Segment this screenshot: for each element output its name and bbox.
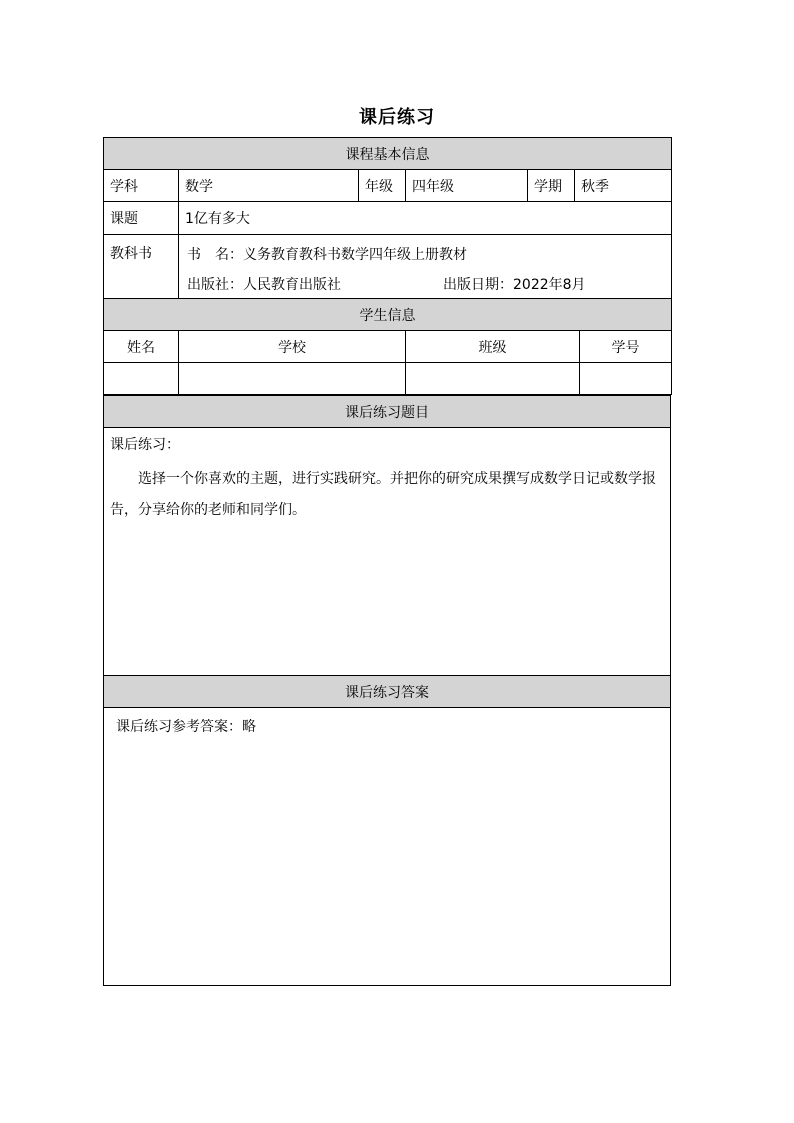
exercise-content [104, 428, 671, 681]
school-column-header: 学校 [179, 331, 406, 363]
name-field[interactable] [104, 363, 179, 395]
course-info-header: 课程基本信息 [104, 138, 672, 170]
answer-table [103, 675, 671, 986]
textbook-info [179, 235, 672, 304]
publisher: 出版社：人民教育出版社 [187, 277, 341, 293]
subject-label: 学科 [104, 170, 179, 202]
grade-label: 年级 [359, 170, 406, 202]
student-info-table [103, 298, 672, 395]
school-field[interactable] [179, 363, 406, 395]
student-id-field[interactable] [580, 363, 672, 395]
student-info-header: 学生信息 [104, 299, 672, 331]
answer-header: 课后练习答案 [104, 676, 671, 708]
textbook-label: 教科书 [104, 235, 179, 304]
publish-date: 出版日期：2022年8月 [443, 277, 586, 293]
exercise-label: 课后练习： [110, 437, 180, 453]
subject-value[interactable]: 数学 [179, 170, 359, 202]
textbook-name: 书 名：义务教育教科书数学四年级上册教材 [187, 247, 467, 263]
class-column-header: 班级 [406, 331, 580, 363]
exercise-table [103, 395, 671, 681]
exercise-header: 课后练习题目 [104, 396, 671, 428]
class-field[interactable] [406, 363, 580, 395]
term-label: 学期 [528, 170, 575, 202]
answer-content[interactable]: 课后练习参考答案：略 [104, 708, 671, 986]
grade-value[interactable]: 四年级 [406, 170, 528, 202]
exercise-body: 选择一个你喜欢的主题，进行实践研究。并把你的研究成果撰写成数学日记或数学报告，分享给你的老师和同学们。 [110, 471, 656, 518]
topic-value[interactable]: 1亿有多大 [179, 202, 672, 235]
worksheet-table [103, 137, 672, 304]
student-id-column-header: 学号 [580, 331, 672, 363]
page-title: 课后练习 [359, 107, 435, 128]
term-value[interactable]: 秋季 [575, 170, 672, 202]
name-column-header: 姓名 [104, 331, 179, 363]
topic-label: 课题 [104, 202, 179, 235]
